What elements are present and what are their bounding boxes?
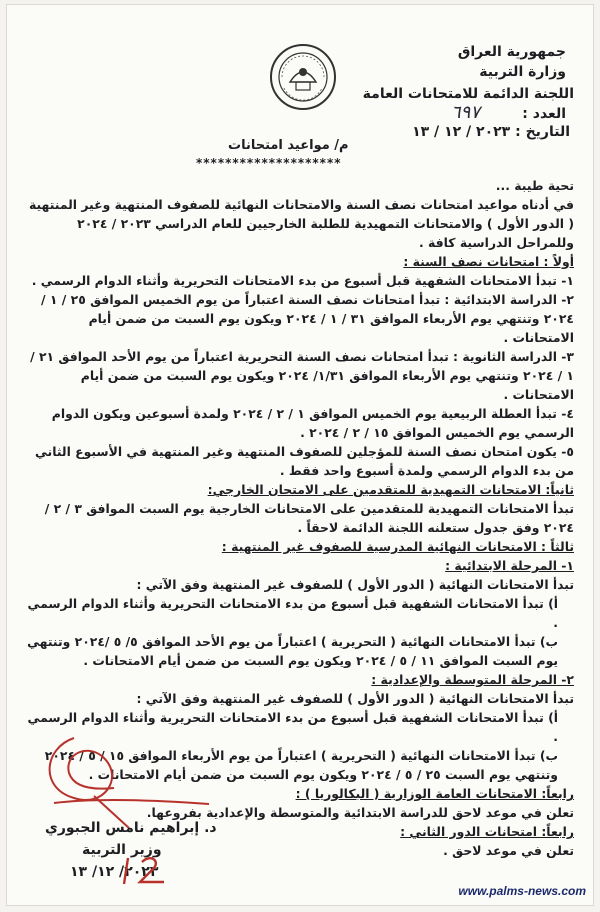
section-1-title: أولاً : امتحانات نصف السنة : [403, 254, 574, 269]
section-1-item-3: ٣- الدراسة الثانوية : تبدأ امتحانات نصف السنة التحريرية اعتباراً من يوم الأحد الموافق ٢١ / ١ / ٢٠٢٤ وتنتهي يوم الأربعاء الموافق ١/٣١/ ٢٠٢٤ ويكون يوم السبت من ضمن أيام الامتحانات . [30, 349, 574, 402]
signature-name: د. إبراهيم نامس الجبوري [45, 820, 217, 836]
section-3-1-item-b: ب) تبدأ الامتحانات النهائية ( التحريرية ) اعتباراً من يوم الأحد الموافق ٥/ ٥ /٢٠٢٤ وتنتهي يوم السبت الموافق ١١ / ٥ / ٢٠٢٤ ويكون يوم السبت من ضمن أيام الامتحانات . [27, 634, 558, 668]
section-3-2-intro: تبدأ الامتحانات النهائية ( الدور الأول ) للصفوف غير المنتهية وفق الآتي : [136, 691, 574, 706]
header-republic: جمهورية العراق [457, 44, 566, 60]
document-subject: م/ مواعيد امتحانات [228, 138, 349, 153]
section-1-item-4: ٤- تبدأ العطلة الربيعية يوم الخميس الموافق ١ / ٢ / ٢٠٢٤ ولمدة أسبوعين ويكون الدوام الرسمي يوم الخميس الموافق ١٥ / ٢ / ٢٠٢٤ . [51, 406, 574, 440]
section-5-title: رابعاً: امتحانات الدور الثاني : [400, 824, 574, 839]
section-1-item-2: ٢- الدراسة الابتدائية : تبدأ امتحانات نصف السنة اعتباراً من يوم الخميس الموافق ٢٥ / ١ / ٢٠٢٤ وتنتهي يوم الأربعاء الموافق ٣١ / ١ / ٢٠٢٤ ويكون يوم السبت من ضمن أيام الامتحانات . [41, 292, 574, 345]
section-4-text: تعلن في موعد لاحق للدراسة الابتدائية والمتوسطة والإعدادية بفروعها. [146, 805, 574, 820]
section-1-item-1: ١- تبدأ الامتحانات الشفهية قبل أسبوع من بدء الامتحانات التحريرية وأثناء الدوام الرسمي . [31, 273, 574, 288]
greeting: تحية طيبة ... [495, 178, 574, 193]
section-3-title: ثالثاً : الامتحانات النهائية المدرسية للصفوف غير المنتهية : [221, 539, 574, 554]
separator-stars: ******************** [196, 156, 342, 170]
section-3-1-intro: تبدأ الامتحانات النهائية ( الدور الأول ) للصفوف غير المنتهية وفق الآتي : [136, 577, 574, 592]
signature-title: وزير التربية [82, 842, 162, 858]
section-2-text: تبدأ الامتحانات التمهيدية للمتقدمين على الامتحانات الخارجية يوم السبت الموافق ٣ / ٢ / ٢٠٢٤ وفق جدول ستعلنه اللجنة الدائمة لاحقاً . [44, 501, 574, 535]
section-3-2-item-b: ب) تبدأ الامتحانات النهائية ( التحريرية ) اعتباراً من يوم الأربعاء الموافق ١٥ / ٥ / ٢٠٢٤ وتنتهي يوم السبت ٢٥ / ٥ / ٢٠٢٤ ويكون يوم السبت من ضمن أيام الامتحانات . [44, 748, 558, 782]
section-3-2-title: ٢- المرحلة المتوسطة والإعدادية : [371, 672, 574, 687]
handwritten-date-icon [120, 850, 190, 894]
intro-paragraph: في أدناه مواعيد امتحانات نصف السنة والامتحانات النهائية للصفوف المنتهية وغير المنتهية ( الدور الأول ) والامتحانات التمهيدية للطلبة الخارجيين للعام الدراسي ٢٠٢٣ / ٢٠٢٤ وللمراحل الدراسية كافة . [28, 197, 574, 250]
header-date [412, 124, 570, 140]
header-number-label: العدد : [522, 106, 566, 122]
section-3-1-item-a: أ) تبدأ الامتحانات الشفهية قبل أسبوع من بدء الامتحانات التحريرية وأثناء الدوام الرسمي . [27, 596, 558, 630]
header-date-value: ٢٠٢٣ / ١٢ / ١٣ [412, 124, 511, 140]
header-committee: اللجنة الدائمة للامتحانات العامة [362, 86, 574, 102]
section-5-text: تعلن في موعد لاحق . [443, 843, 574, 858]
header-date-label: التاريخ : [515, 124, 570, 140]
signature-date: ٢٠٢٣/ ١٢/ ١٣ [70, 864, 159, 880]
site-watermark: www.palms-news.com [458, 884, 586, 898]
ministry-seal-icon [268, 42, 338, 112]
section-3-2-item-a: أ) تبدأ الامتحانات الشفهية قبل أسبوع من بدء الامتحانات التحريرية وأثناء الدوام الرسمي . [27, 710, 558, 744]
section-2-title: ثانياً: الامتحانات التمهيدية للمتقدمين على الامتحان الخارجي: [207, 482, 574, 497]
section-4-title: رابعاً: الامتحانات العامة الوزارية ( البكالوريا ) : [295, 786, 574, 801]
header-ministry: وزارة التربية [479, 64, 566, 80]
section-1-item-5: ٥- يكون امتحان نصف السنة للمؤجلين للصفوف المنتهية وغير المنتهية في الأسبوع الثاني من بدء الدوام الرسمي ولمدة أسبوع واحد فقط . [35, 444, 574, 478]
section-3-1-title: ١- المرحلة الابتدائية : [445, 558, 574, 573]
header-number-value: ٦٩٧ [450, 102, 480, 123]
